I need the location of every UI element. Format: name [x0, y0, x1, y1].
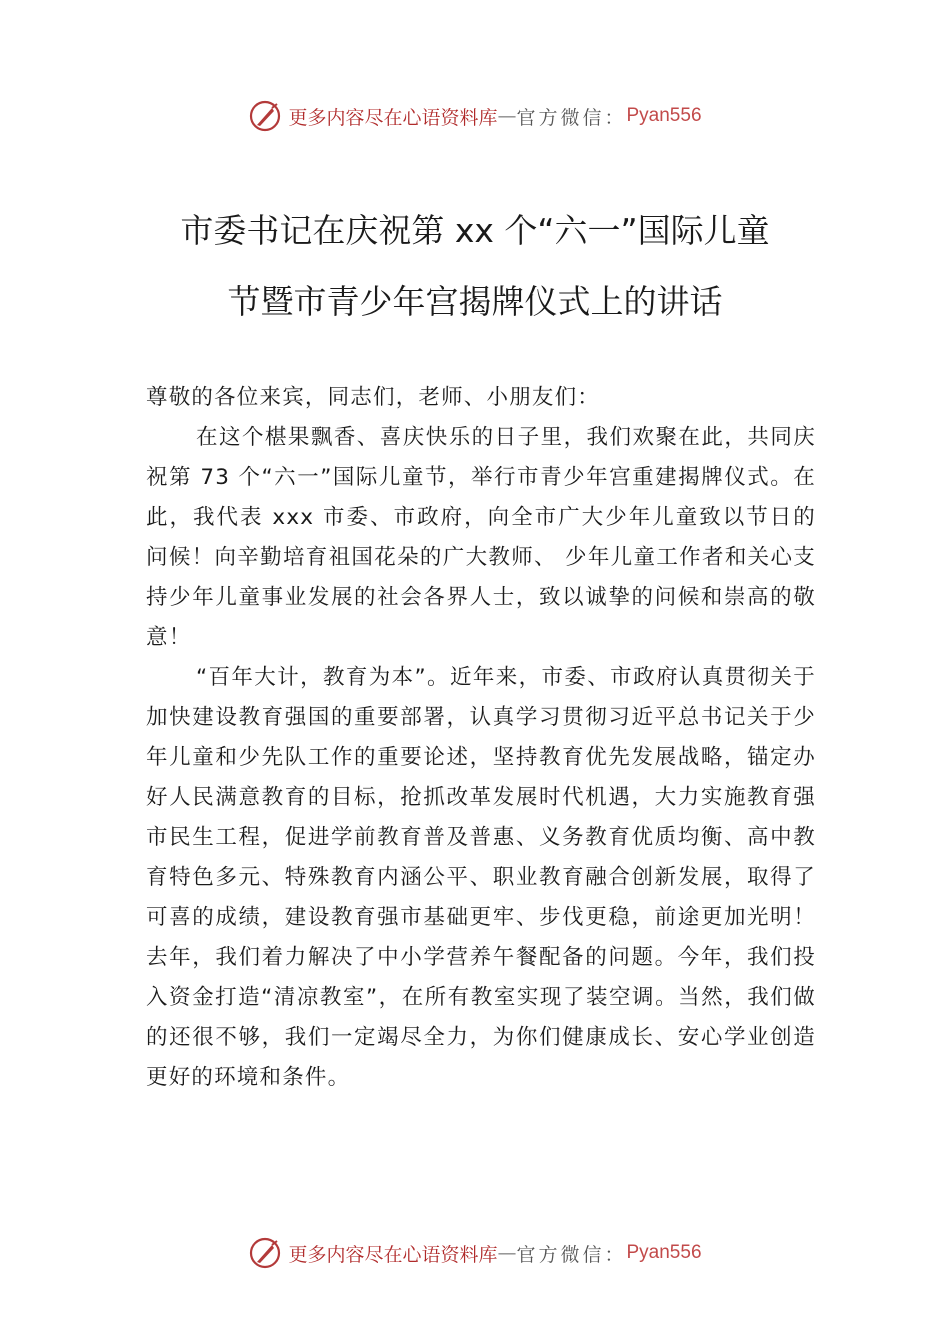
document-title-line-2: 节暨市青少年宫揭牌仪式上的讲话: [227, 282, 723, 321]
quill-circle-icon: [248, 1236, 282, 1270]
banner-dash: —: [497, 105, 517, 127]
banner-wechat-label: 官方微信：: [516, 1243, 627, 1266]
banner-wechat-handle: Pyan556: [626, 105, 702, 126]
banner-wechat-label: 官方微信：: [516, 106, 627, 129]
paragraph: 在这个椹果飘香、喜庆快乐的日子里，我们欢聚在此，共同庆祝第 73 个“六一”国际儿童节，举行市青少年宫重建揭牌仪式。在此，我代表 xxx 市委、市政府，向全市广大少年儿童致以节日的问候！向辛勤培育祖国花朵的广大教师、 少年儿童工作者和关心支持少年儿童事业发展的社会各界人士，致以诚挚的问候和崇高的敬意！: [146, 425, 816, 650]
banner-brand-text: 更多内容尽在心语资料库: [288, 1243, 498, 1266]
greeting: 尊敬的各位来宾，同志们，老师、小朋友们：: [146, 385, 601, 410]
document-title-line-1: 市委书记在庆祝第 xx 个“六一”国际儿童: [180, 211, 770, 250]
document-body: [146, 378, 816, 1098]
paragraph: “百年大计，教育为本”。近年来，市委、市政府认真贯彻关于加快建设教育强国的重要部署，认真学习贯彻习近平总书记关于少年儿童和少先队工作的重要论述，坚持教育优先发展战略，锚定办好人民满意教育的目标，抢抓改革发展时代机遇，大力实施教育强市民生工程，促进学前教育普及普惠、义务教育优质均衡、高中教育特色多元、特殊教育内涵公平、职业教育融合创新发展，取得了可喜的成绩，建设教育强市基础更牢、步伐更稳，前途更加光明！去年，我们着力解决了中小学营养午餐配备的问题。今年，我们投入资金打造“清凉教室”，在所有教室实现了装空调。当然，我们做的还很不够，我们一定竭尽全力，为你们健康成长、安心学业创造更好的环境和条件。: [146, 665, 816, 1090]
banner-wechat-handle: Pyan556: [626, 1242, 702, 1263]
banner-brand-text: 更多内容尽在心语资料库: [288, 106, 498, 129]
footer-watermark-banner: [0, 1233, 950, 1273]
quill-circle-icon: [248, 99, 282, 133]
banner-dash: —: [497, 1242, 517, 1264]
header-watermark-banner: [0, 96, 950, 136]
